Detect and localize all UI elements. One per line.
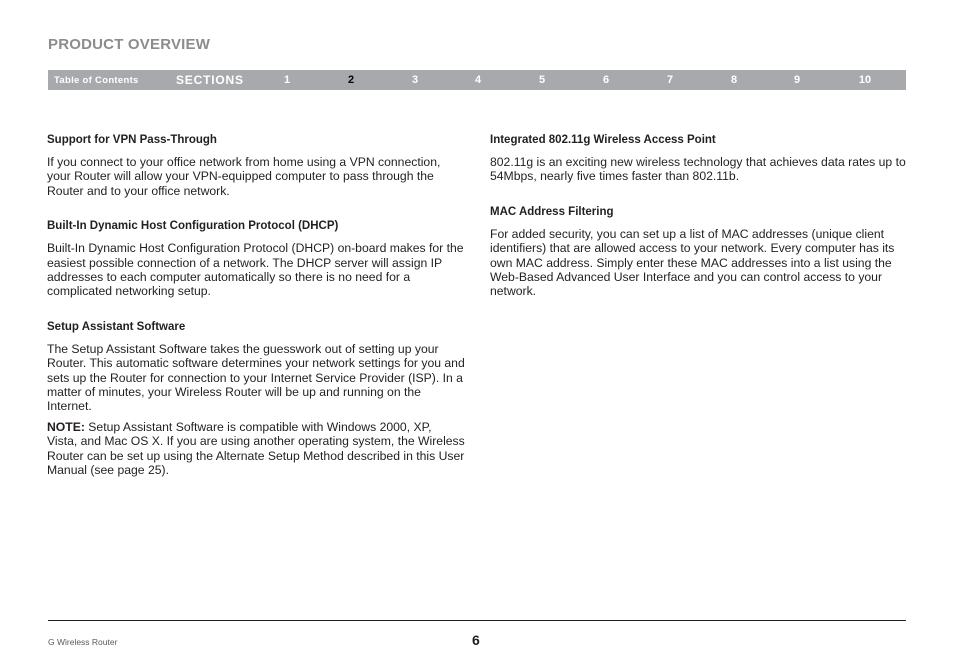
mac-filtering-body: For added security, you can set up a list of MAC addresses (unique client identifiers) that are allowed access to your network. Every computer has its own MAC address. Simply enter these MAC addresses into a list using the Web-Based Advanced User Interface and you can control access to your network. <box>490 226 895 299</box>
section-link-4[interactable]: 4 <box>474 74 482 86</box>
dhcp-heading: Built-In Dynamic Host Configuration Protocol (DHCP) <box>47 220 339 233</box>
page-number: 6 <box>472 632 480 648</box>
access-point-body: 802.11g is an exciting new wireless technology that achieves data rates up to 54Mbps, nearly five times faster than 802.11b. <box>490 155 906 184</box>
section-link-2[interactable]: 2 <box>347 74 355 86</box>
page-title: PRODUCT OVERVIEW <box>48 36 211 53</box>
note-text: Setup Assistant Software is compatible with Windows 2000, XP, Vista, and Mac OS X. If you are using another operating system, the Wireless Router can be set up using the Alternate Setup Method described in this User Manual (see page 25). <box>47 419 465 478</box>
setup-note <box>47 420 465 478</box>
vpn-heading: Support for VPN Pass-Through <box>47 134 217 146</box>
section-link-5[interactable]: 5 <box>538 74 546 86</box>
access-point-heading: Integrated 802.11g Wireless Access Point <box>490 134 716 146</box>
section-link-7[interactable]: 7 <box>666 74 674 86</box>
section-link-6[interactable]: 6 <box>602 74 610 86</box>
section-link-10[interactable]: 10 <box>858 74 872 86</box>
footer-divider <box>48 620 906 621</box>
setup-assistant-heading: Setup Assistant Software <box>47 320 186 333</box>
section-link-9[interactable]: 9 <box>793 74 801 86</box>
section-link-1[interactable]: 1 <box>283 74 291 86</box>
vpn-body: If you connect to your office network from home using a VPN connection, your Router will allow your VPN-equipped computer to pass through the Router and to your office network. <box>47 155 441 198</box>
note-label: NOTE: <box>47 419 85 434</box>
section-link-8[interactable]: 8 <box>730 74 738 86</box>
sections-label: SECTIONS <box>176 73 244 87</box>
left-column <box>47 133 465 499</box>
footer-product-name: G Wireless Router <box>48 637 118 647</box>
dhcp-body: Built-In Dynamic Host Configuration Protocol (DHCP) on-board makes for the easiest possible connection of a network. The DHCP server will assign IP addresses to each computer automatically so there is no need for a complicated networking setup. <box>47 241 464 299</box>
right-column <box>490 133 908 320</box>
section-link-3[interactable]: 3 <box>411 74 419 86</box>
mac-filtering-heading: MAC Address Filtering <box>490 205 614 218</box>
setup-assistant-body: The Setup Assistant Software takes the guesswork out of setting up your Router. This automatic software determines your network settings for you and sets up the Router for connection to your Internet Service Provider (ISP). In a matter of minutes, your Wireless Router will be up and running on the Internet. <box>47 341 465 414</box>
table-of-contents-link[interactable]: Table of Contents <box>54 75 139 86</box>
section-nav-bar <box>48 70 906 90</box>
